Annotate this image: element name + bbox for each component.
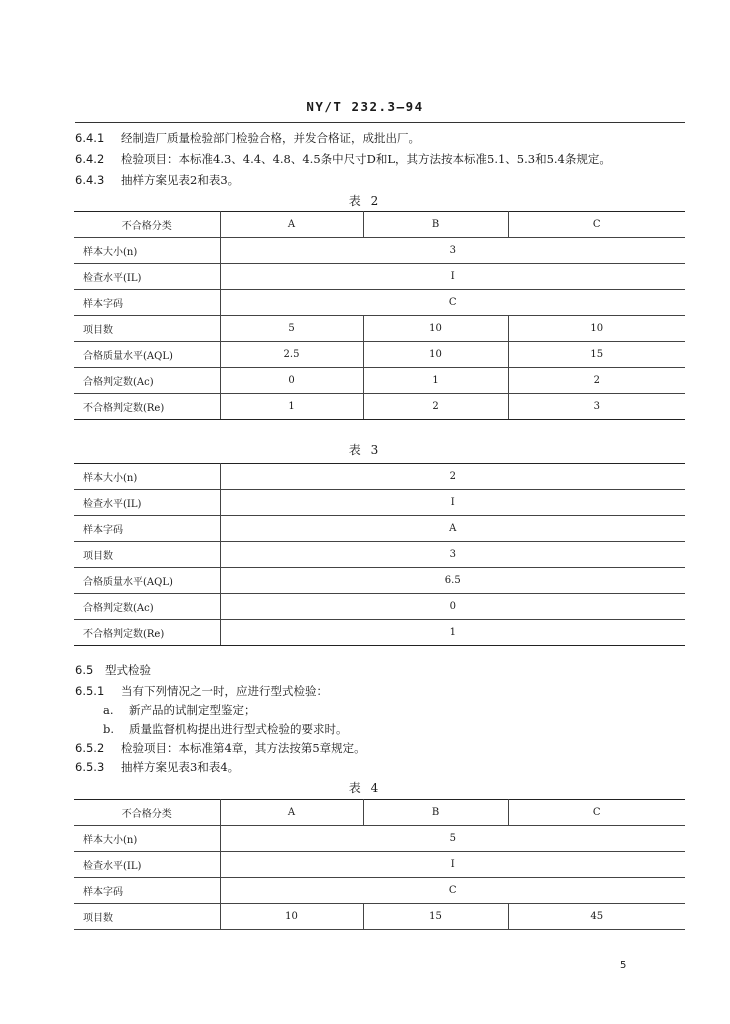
clause-text: 经制造厂质量检验部门检验合格，并发合格证，成批出厂。 (121, 131, 420, 145)
list-marker: a. (103, 703, 114, 717)
table-row (74, 620, 685, 646)
clause-number: 6.5.2 (75, 741, 105, 755)
row-label: 不合格判定数(Re) (74, 620, 220, 646)
row-label: 合格质量水平(AQL) (74, 568, 220, 594)
table-row (74, 490, 685, 516)
table-2-caption: 表 2 (348, 194, 382, 208)
row-label: 样本字码 (74, 290, 220, 316)
standard-code: NY/T 232.3—94 (306, 99, 424, 114)
row-label: 样本字码 (74, 516, 220, 542)
cell-value: 10 (508, 316, 685, 342)
list-marker: b. (103, 722, 115, 736)
table-row (74, 568, 685, 594)
cell-value: 1 (220, 394, 363, 420)
section-title: 型式检验 (105, 663, 151, 677)
clause-6-5-3 (75, 760, 239, 775)
header-cell: A (220, 800, 363, 826)
cell-value: I (220, 490, 685, 516)
table-row (74, 238, 685, 264)
clause-6-5-1 (75, 684, 328, 699)
cell-value: C (220, 290, 685, 316)
row-label: 检查水平(IL) (74, 264, 220, 290)
cell-value: 6.5 (220, 568, 685, 594)
row-label: 项目数 (74, 316, 220, 342)
cell-value: 2 (220, 464, 685, 490)
cell-value: 15 (363, 904, 508, 930)
clause-6-5-2 (75, 741, 366, 756)
cell-value: C (220, 878, 685, 904)
clause-6-4-3 (75, 173, 239, 188)
cell-value: 0 (220, 594, 685, 620)
row-label: 检查水平(IL) (74, 490, 220, 516)
cell-value: 2 (363, 394, 508, 420)
list-text: 新产品的试制定型鉴定； (129, 703, 256, 717)
table-3 (74, 463, 685, 646)
cell-value: 2.5 (220, 342, 363, 368)
table-row (74, 516, 685, 542)
table-4 (74, 799, 685, 930)
clause-number: 6.4.2 (75, 152, 105, 166)
clause-text: 当有下列情况之一时，应进行型式检验： (121, 684, 328, 698)
clause-number: 6.5.3 (75, 760, 105, 774)
header-cell: C (508, 800, 685, 826)
cell-value: 3 (220, 542, 685, 568)
section-number: 6.5 (75, 663, 94, 677)
cell-value: A (220, 516, 685, 542)
table-row (74, 290, 685, 316)
clause-6-4-1 (75, 131, 420, 146)
table-row (74, 904, 685, 930)
row-label: 不合格判定数(Re) (74, 394, 220, 420)
table-row (74, 852, 685, 878)
table-row (74, 800, 685, 826)
header-cell: B (363, 800, 508, 826)
table-row (74, 264, 685, 290)
list-item (103, 703, 256, 718)
header-cell: A (220, 212, 363, 238)
row-label: 合格质量水平(AQL) (74, 342, 220, 368)
table-row (74, 594, 685, 620)
cell-value: 10 (363, 342, 508, 368)
row-label: 样本字码 (74, 878, 220, 904)
cell-value: 0 (220, 368, 363, 394)
table-row (74, 212, 685, 238)
table-row (74, 342, 685, 368)
clause-6-4-2 (75, 152, 611, 167)
cell-value: 1 (220, 620, 685, 646)
table-3-caption: 表 3 (348, 443, 382, 457)
cell-value: 1 (363, 368, 508, 394)
row-label: 项目数 (74, 904, 220, 930)
header-cell: C (508, 212, 685, 238)
table-row (74, 368, 685, 394)
row-label: 合格判定数(Ac) (74, 368, 220, 394)
table-4-caption: 表 4 (348, 781, 382, 795)
table-row (74, 316, 685, 342)
section-6-5 (75, 663, 151, 678)
page-number: 5 (620, 960, 627, 971)
table-row (74, 878, 685, 904)
cell-value: I (220, 852, 685, 878)
header-cell: 不合格分类 (74, 212, 220, 238)
cell-value: I (220, 264, 685, 290)
clause-text: 抽样方案见表3和表4。 (121, 760, 240, 774)
row-label: 样本大小(n) (74, 464, 220, 490)
cell-value: 10 (363, 316, 508, 342)
row-label: 样本大小(n) (74, 826, 220, 852)
cell-value: 10 (220, 904, 363, 930)
clause-text: 检验项目：本标准第4章，其方法按第5章规定。 (121, 741, 366, 755)
clause-number: 6.4.3 (75, 173, 105, 187)
clause-text: 检验项目：本标准4.3、4.4、4.8、4.5条中尺寸D和L，其方法按本标准5.1、5.3和5.4条规定。 (121, 152, 611, 166)
table-row (74, 542, 685, 568)
cell-value: 5 (220, 316, 363, 342)
cell-value: 3 (220, 238, 685, 264)
clause-number: 6.4.1 (75, 131, 105, 145)
cell-value: 3 (508, 394, 685, 420)
table-row (74, 464, 685, 490)
cell-value: 15 (508, 342, 685, 368)
cell-value: 2 (508, 368, 685, 394)
table-row (74, 394, 685, 420)
row-label: 检查水平(IL) (74, 852, 220, 878)
header-rule (75, 122, 685, 123)
list-item (103, 722, 348, 737)
list-text: 质量监督机构提出进行型式检验的要求时。 (129, 722, 348, 736)
table-row (74, 826, 685, 852)
row-label: 合格判定数(Ac) (74, 594, 220, 620)
header-cell: 不合格分类 (74, 800, 220, 826)
clause-number: 6.5.1 (75, 684, 105, 698)
table-2 (74, 211, 685, 420)
clause-text: 抽样方案见表2和表3。 (121, 173, 240, 187)
cell-value: 45 (508, 904, 685, 930)
row-label: 项目数 (74, 542, 220, 568)
row-label: 样本大小(n) (74, 238, 220, 264)
cell-value: 5 (220, 826, 685, 852)
header-cell: B (363, 212, 508, 238)
